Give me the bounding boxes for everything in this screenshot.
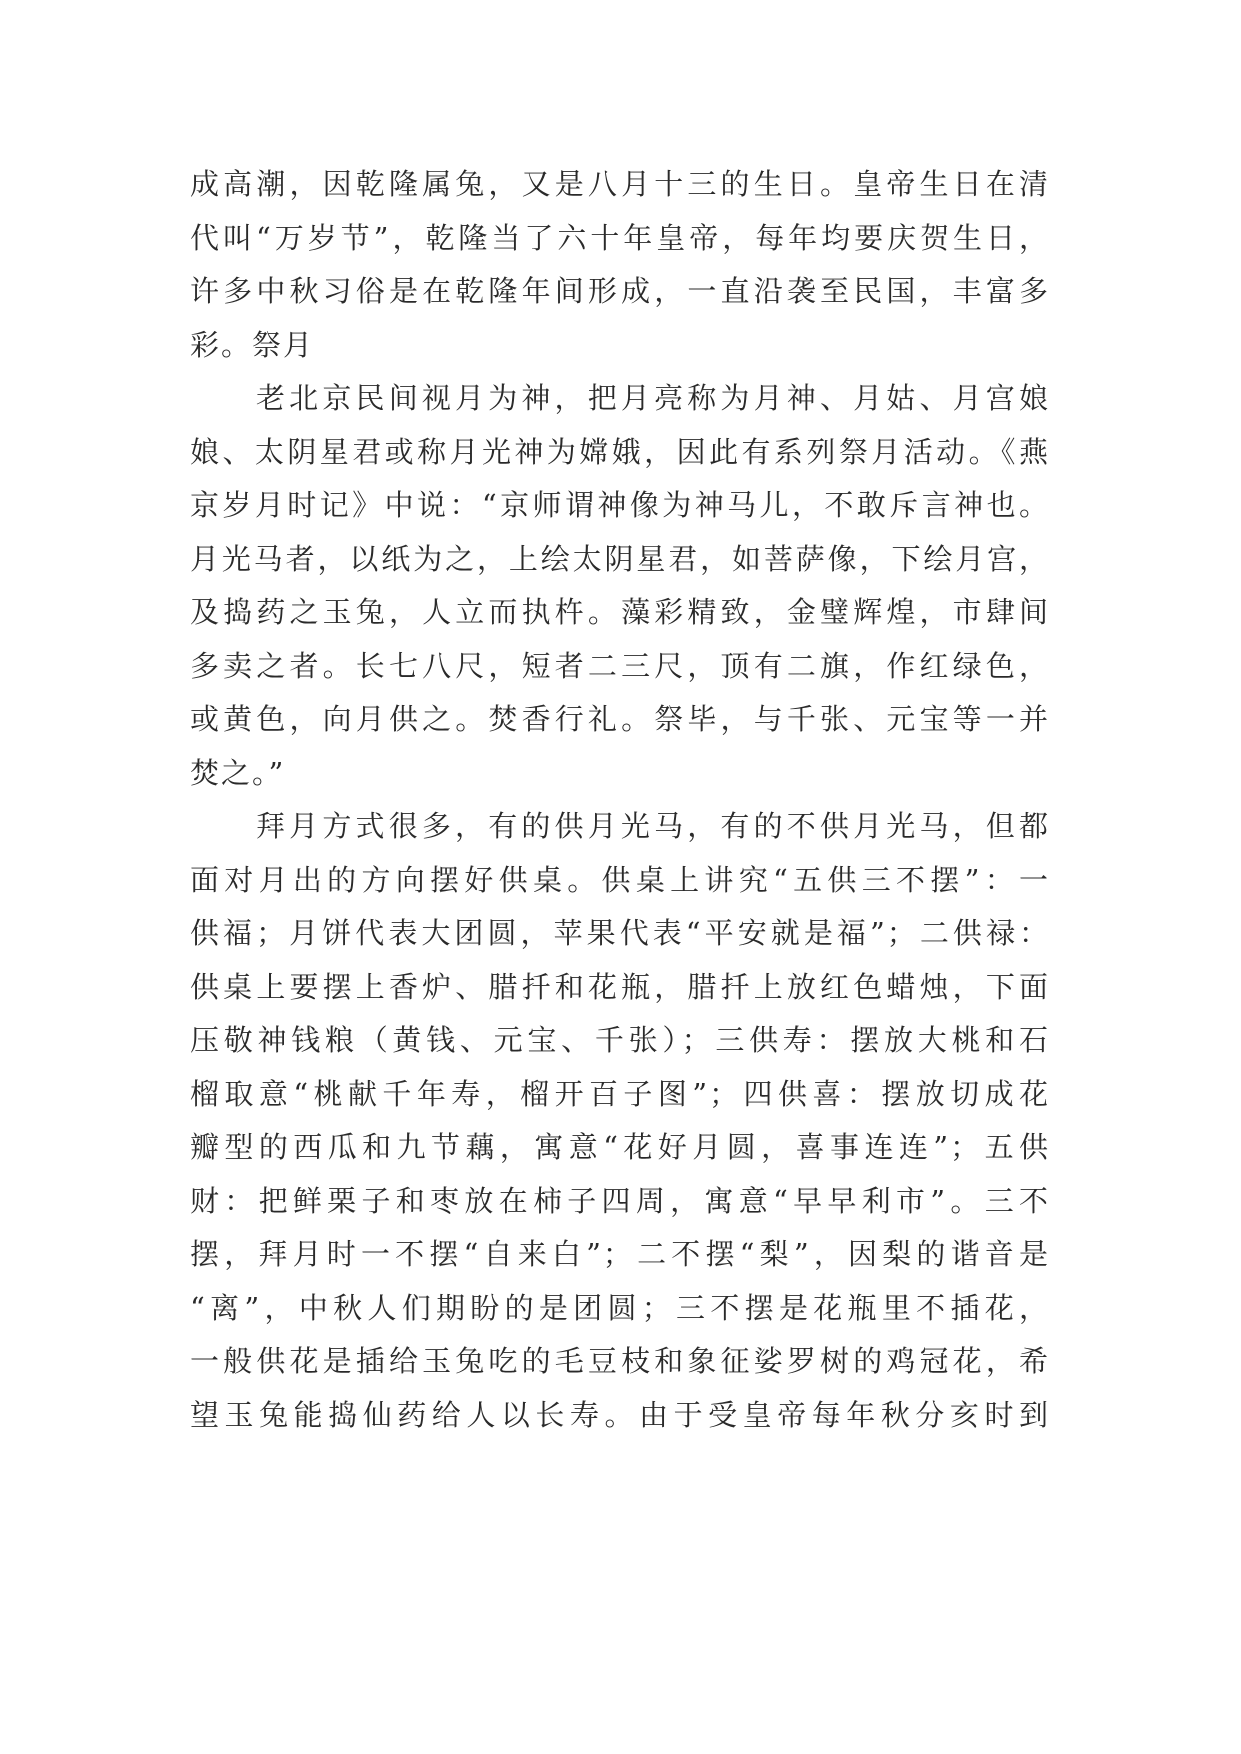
text-line: 或黄色，向月供之。焚香行礼。祭毕，与千张、元宝等一并 — [190, 702, 1050, 736]
text-line: 代叫“万岁节”，乾隆当了六十年皇帝，每年均要庆贺生日， — [190, 220, 1050, 255]
text-line: “离”，中秋人们期盼的是团圆；三不摆是花瓶里不插花， — [190, 1290, 1050, 1325]
text-line: 摆，拜月时一不摆“自来白”；二不摆“梨”，因梨的谐音是 — [190, 1237, 1050, 1271]
text-line: 瓣型的西瓜和九节藕，寓意“花好月圆，喜事连连”；五供 — [190, 1130, 1050, 1164]
text-line: 京岁月时记》中说：“京师谓神像为神马儿，不敢斥言神也。 — [190, 488, 1050, 522]
text-line: 拜月方式很多，有的供月光马，有的不供月光马，但都 — [256, 809, 1050, 843]
text-line: 娘、太阴星君或称月光神为嫦娥，因此有系列祭月活动。《燕 — [190, 434, 1050, 469]
text-line: 许多中秋习俗是在乾隆年间形成，一直沿袭至民国，丰富多 — [190, 274, 1050, 308]
text-line: 财：把鲜栗子和枣放在柿子四周，寓意“早早利市”。三不 — [190, 1183, 1050, 1218]
text-line: 面对月出的方向摆好供桌。供桌上讲究“五供三不摆”：一 — [190, 862, 1050, 897]
text-line: 一般供花是插给玉兔吃的毛豆枝和象征娑罗树的鸡冠花，希 — [190, 1344, 1050, 1378]
text-line: 压敬神钱粮（黄钱、元宝、千张）；三供寿：摆放大桃和石 — [190, 1023, 1050, 1057]
text-line: 供福；月饼代表大团圆，苹果代表“平安就是福”；二供禄： — [190, 916, 1050, 950]
text-line: 成高潮，因乾隆属兔，又是八月十三的生日。皇帝生日在清 — [190, 167, 1050, 201]
text-line: 彩。祭月 — [190, 327, 315, 362]
text-line: 月光马者，以纸为之，上绘太阴星君，如菩萨像，下绘月宫， — [190, 541, 1050, 576]
text-line: 老北京民间视月为神，把月亮称为月神、月姑、月宫娘 — [256, 381, 1050, 415]
text-line: 焚之。” — [190, 755, 286, 790]
text-line: 榴取意“桃献千年寿，榴开百子图”；四供喜：摆放切成花 — [190, 1076, 1050, 1111]
text-line: 及捣药之玉兔，人立而执杵。藻彩精致，金璧辉煌，市肆间 — [190, 595, 1050, 629]
text-line: 望玉兔能捣仙药给人以长寿。由于受皇帝每年秋分亥时到 — [190, 1397, 1050, 1432]
document-body — [190, 158, 1050, 1442]
text-line: 多卖之者。长七八尺，短者二三尺，顶有二旗，作红绿色， — [190, 648, 1050, 683]
text-line: 供桌上要摆上香炉、腊扦和花瓶，腊扦上放红色蜡烛，下面 — [190, 969, 1050, 1004]
